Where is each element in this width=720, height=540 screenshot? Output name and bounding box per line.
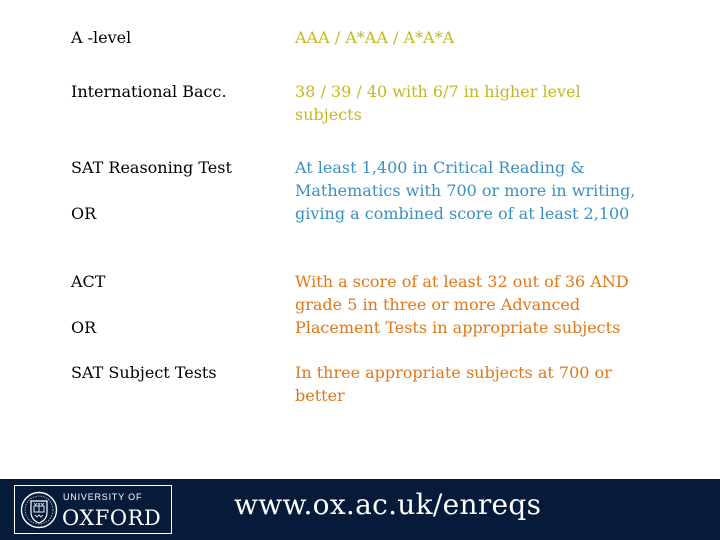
- logo-university-of: UNIVERSITY OF: [63, 492, 143, 502]
- footer-bar: [0, 479, 720, 540]
- row-label: SAT Reasoning Test: [71, 158, 232, 177]
- row-label: International Bacc.: [71, 82, 227, 101]
- logo-oxford: OXFORD: [62, 506, 162, 530]
- enrequirements-url[interactable]: www.ox.ac.uk/enreqs: [234, 488, 542, 521]
- row-value: AAA / A*AA / A*A*A: [295, 28, 455, 47]
- row-value: In three appropriate subjects at 700 or better: [295, 363, 612, 405]
- row-value: With a score of at least 32 out of 36 AND grade 5 in three or more Advanced Placement Tests in appropriate subjects: [295, 272, 629, 337]
- row-or-label: OR: [71, 318, 97, 337]
- row-value: 38 / 39 / 40 with 6/7 in higher level subjects: [295, 82, 581, 124]
- row-label: SAT Subject Tests: [71, 363, 217, 382]
- row-or-label: OR: [71, 204, 97, 223]
- row-label: A -level: [71, 28, 132, 47]
- row-label: ACT: [71, 272, 106, 291]
- row-value: At least 1,400 in Critical Reading & Mathematics with 700 or more in writing, giving a combined score of at least 2,100: [295, 158, 636, 223]
- oxford-crest-icon: [20, 490, 58, 530]
- oxford-logo[interactable]: [14, 485, 172, 534]
